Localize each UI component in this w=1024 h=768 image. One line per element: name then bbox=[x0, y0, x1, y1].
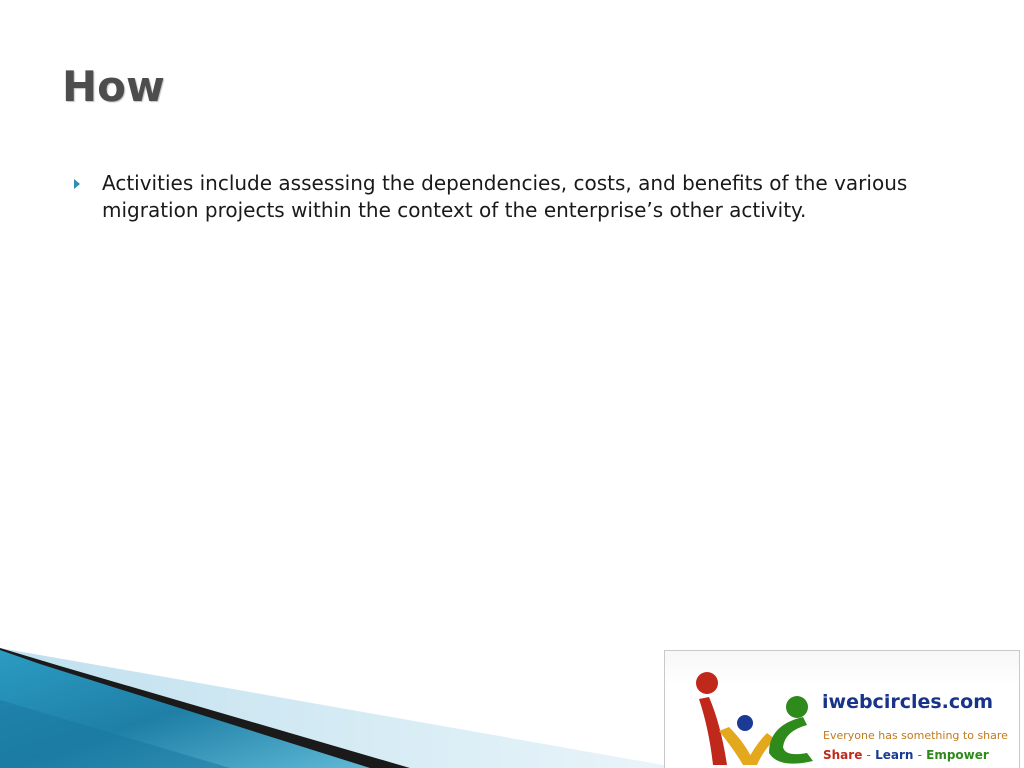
logo-panel bbox=[664, 650, 1020, 768]
slogan-learn: Learn bbox=[875, 748, 914, 762]
slogan-share: Share bbox=[823, 748, 863, 762]
slogan-separator: - bbox=[917, 748, 922, 762]
slogan-separator: - bbox=[866, 748, 871, 762]
slogan-empower: Empower bbox=[926, 748, 989, 762]
triangle-bullet-icon bbox=[74, 179, 80, 189]
bullet-text: Activities include assessing the dependencies, costs, and benefits of the various migration projects within the context of the enterprise’s other activity. bbox=[102, 171, 908, 222]
logo-tagline: Everyone has something to share bbox=[823, 729, 1008, 742]
bullet-item bbox=[72, 170, 932, 224]
slide-title: How bbox=[62, 62, 165, 111]
iwebcircles-logo-icon bbox=[685, 659, 825, 768]
logo-name: iwebcircles.com bbox=[822, 691, 993, 713]
slide-content bbox=[72, 170, 932, 224]
logo-slogan bbox=[823, 748, 989, 762]
footer-decoration bbox=[0, 640, 680, 768]
